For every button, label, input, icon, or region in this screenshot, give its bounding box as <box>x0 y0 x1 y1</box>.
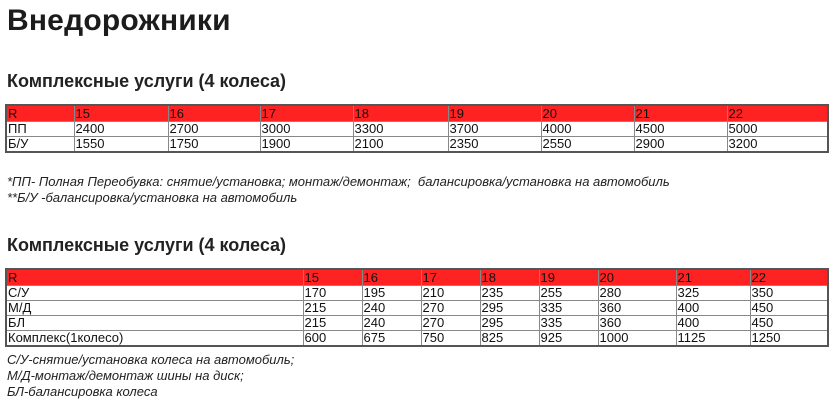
footnote: *ПП- Полная Переобувка: снятие/установка; монтаж/демонтаж; балансировка/установка на автомобиль <box>7 174 670 189</box>
footnote: М/Д-монтаж/демонтаж шины на диск; <box>7 368 244 383</box>
section-title-4-wheels: Комплексные услуги (4 колеса) <box>7 71 287 91</box>
table-row <box>6 137 828 153</box>
table-cell: 270 <box>421 301 480 316</box>
table-cell: 235 <box>480 286 539 301</box>
footnote: БЛ-балансировка колеса <box>7 384 158 399</box>
table-cell: 675 <box>362 331 421 347</box>
row-label: ПП <box>6 122 74 137</box>
page-title: Внедорожники <box>7 4 231 37</box>
table-cell: 2550 <box>541 137 634 153</box>
table-cell: 270 <box>421 316 480 331</box>
header-cell: 21 <box>634 105 727 122</box>
table-cell: 5000 <box>727 122 828 137</box>
table-cell: 295 <box>480 301 539 316</box>
table-cell: 360 <box>598 301 676 316</box>
table-cell: 1750 <box>168 137 260 153</box>
table-cell: 3000 <box>260 122 353 137</box>
header-cell: 17 <box>421 269 480 286</box>
footnotes-full-service <box>7 174 670 206</box>
table-row <box>6 122 828 137</box>
table-header-row <box>6 105 828 122</box>
header-cell: 17 <box>260 105 353 122</box>
price-table-services <box>5 268 829 347</box>
table-cell: 1250 <box>750 331 828 347</box>
table-cell: 2400 <box>74 122 168 137</box>
table-row <box>6 301 828 316</box>
section-title-4-wheels: Комплексные услуги (4 колеса) <box>7 235 287 255</box>
row-label: Б/У <box>6 137 74 153</box>
table-cell: 3300 <box>353 122 448 137</box>
table-cell: 350 <box>750 286 828 301</box>
table-cell: 1900 <box>260 137 353 153</box>
header-cell: 21 <box>676 269 750 286</box>
header-cell: 18 <box>480 269 539 286</box>
header-cell: 18 <box>353 105 448 122</box>
table-cell: 325 <box>676 286 750 301</box>
table-cell: 210 <box>421 286 480 301</box>
header-cell: R <box>6 105 74 122</box>
header-cell: 19 <box>448 105 541 122</box>
table-cell: 825 <box>480 331 539 347</box>
header-cell: R <box>6 269 303 286</box>
table-row <box>6 316 828 331</box>
table-cell: 195 <box>362 286 421 301</box>
table-cell: 240 <box>362 316 421 331</box>
header-cell: 16 <box>362 269 421 286</box>
header-cell: 20 <box>541 105 634 122</box>
table-cell: 2900 <box>634 137 727 153</box>
header-cell: 22 <box>727 105 828 122</box>
table-cell: 600 <box>303 331 362 347</box>
table-cell: 400 <box>676 301 750 316</box>
table-cell: 925 <box>539 331 598 347</box>
row-label: М/Д <box>6 301 303 316</box>
footnote: **Б/У -балансировка/установка на автомобиль <box>7 190 298 205</box>
table-cell: 295 <box>480 316 539 331</box>
table-cell: 215 <box>303 301 362 316</box>
table-cell: 335 <box>539 301 598 316</box>
row-label: БЛ <box>6 316 303 331</box>
table-row <box>6 286 828 301</box>
table-cell: 1125 <box>676 331 750 347</box>
table-row <box>6 331 828 347</box>
header-cell: 15 <box>74 105 168 122</box>
header-cell: 20 <box>598 269 676 286</box>
table-cell: 240 <box>362 301 421 316</box>
table-cell: 255 <box>539 286 598 301</box>
table-cell: 3200 <box>727 137 828 153</box>
table-cell: 400 <box>676 316 750 331</box>
footnotes-services <box>7 352 294 400</box>
table-cell: 335 <box>539 316 598 331</box>
table-cell: 2700 <box>168 122 260 137</box>
table-cell: 3700 <box>448 122 541 137</box>
header-cell: 15 <box>303 269 362 286</box>
table-cell: 215 <box>303 316 362 331</box>
table-cell: 360 <box>598 316 676 331</box>
price-table-full-service <box>5 104 829 153</box>
table-cell: 4000 <box>541 122 634 137</box>
table-cell: 1000 <box>598 331 676 347</box>
table-cell: 1550 <box>74 137 168 153</box>
row-label: Комплекс(1колесо) <box>6 331 303 347</box>
table-cell: 4500 <box>634 122 727 137</box>
footnote: С/У-снятие/установка колеса на автомобиль; <box>7 352 295 367</box>
table-cell: 450 <box>750 301 828 316</box>
table-cell: 170 <box>303 286 362 301</box>
header-cell: 22 <box>750 269 828 286</box>
table-cell: 280 <box>598 286 676 301</box>
table-cell: 2100 <box>353 137 448 153</box>
header-cell: 19 <box>539 269 598 286</box>
table-cell: 450 <box>750 316 828 331</box>
header-cell: 16 <box>168 105 260 122</box>
row-label: С/У <box>6 286 303 301</box>
table-header-row <box>6 269 828 286</box>
table-cell: 750 <box>421 331 480 347</box>
table-cell: 2350 <box>448 137 541 153</box>
